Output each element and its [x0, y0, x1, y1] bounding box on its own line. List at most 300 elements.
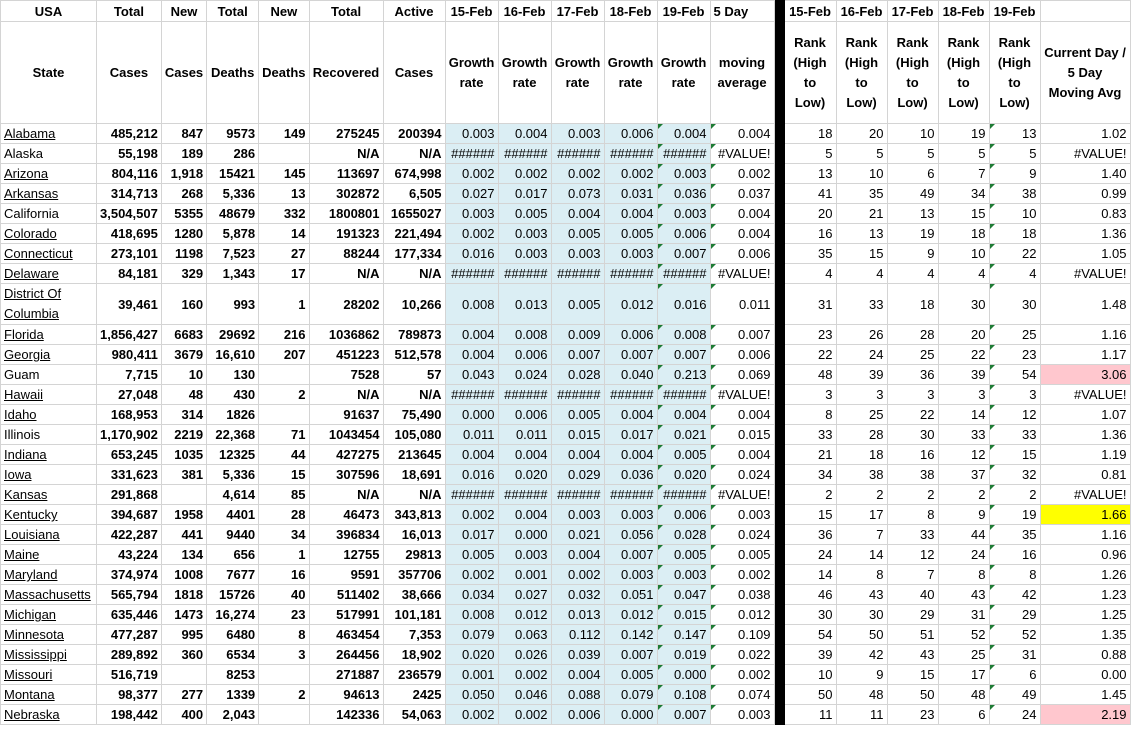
rank-cell[interactable]: 50 [836, 625, 887, 645]
new-cases-cell[interactable]: 360 [161, 645, 206, 665]
growth-rate-cell[interactable]: 0.002 [445, 705, 498, 725]
rank-cell[interactable]: 48 [784, 365, 836, 385]
rank-cell[interactable]: 44 [938, 525, 989, 545]
rank-cell[interactable]: 35 [989, 525, 1040, 545]
growth-rate-cell[interactable]: 0.147 [657, 625, 710, 645]
total-deaths-cell[interactable]: 7677 [207, 565, 259, 585]
moving-average-cell[interactable]: 0.003 [710, 505, 774, 525]
moving-average-cell[interactable]: 0.038 [710, 585, 774, 605]
recovered-cell[interactable]: N/A [309, 385, 383, 405]
growth-rate-cell[interactable]: 0.032 [551, 585, 604, 605]
state-link[interactable]: Maryland [4, 567, 58, 582]
state-link[interactable]: Arkansas [4, 186, 59, 201]
growth-rate-cell[interactable]: 0.002 [445, 565, 498, 585]
header-cell[interactable]: Growth rate [445, 22, 498, 124]
growth-rate-cell[interactable]: 0.043 [445, 365, 498, 385]
state-cell[interactable] [1, 264, 97, 284]
state-link[interactable]: Montana [4, 687, 55, 702]
rank-cell[interactable]: 6 [989, 665, 1040, 685]
growth-rate-cell[interactable]: ###### [445, 385, 498, 405]
growth-rate-cell[interactable]: 0.007 [657, 705, 710, 725]
new-cases-cell[interactable]: 2219 [161, 425, 206, 445]
rank-cell[interactable]: 23 [784, 325, 836, 345]
recovered-cell[interactable]: 28202 [309, 284, 383, 325]
growth-rate-cell[interactable]: 0.003 [657, 204, 710, 224]
growth-rate-cell[interactable]: 0.002 [445, 505, 498, 525]
recovered-cell[interactable]: 9591 [309, 565, 383, 585]
rank-cell[interactable]: 4 [938, 264, 989, 284]
rank-cell[interactable]: 15 [938, 204, 989, 224]
rank-cell[interactable]: 5 [836, 144, 887, 164]
active-cases-cell[interactable]: 343,813 [383, 505, 445, 525]
rank-cell[interactable]: 15 [784, 505, 836, 525]
ratio-cell[interactable]: 1.17 [1040, 345, 1130, 365]
state-cell[interactable] [1, 665, 97, 685]
moving-average-cell[interactable]: #VALUE! [710, 264, 774, 284]
growth-rate-cell[interactable]: 0.003 [498, 224, 551, 244]
moving-average-cell[interactable]: 0.024 [710, 525, 774, 545]
moving-average-cell[interactable]: 0.006 [710, 244, 774, 264]
ratio-cell[interactable]: 1.02 [1040, 124, 1130, 144]
state-link[interactable]: Alabama [4, 126, 56, 141]
new-deaths-cell[interactable]: 71 [259, 425, 309, 445]
rank-cell[interactable]: 11 [784, 705, 836, 725]
growth-rate-cell[interactable]: 0.003 [445, 124, 498, 144]
recovered-cell[interactable]: 463454 [309, 625, 383, 645]
state-link[interactable]: Kansas [4, 487, 48, 502]
new-cases-cell[interactable] [161, 485, 206, 505]
rank-cell[interactable]: 39 [836, 365, 887, 385]
rank-cell[interactable]: 3 [784, 385, 836, 405]
growth-rate-cell[interactable]: 0.006 [657, 224, 710, 244]
state-cell[interactable] [1, 325, 97, 345]
ratio-cell[interactable]: 1.07 [1040, 405, 1130, 425]
total-cases-cell[interactable]: 314,713 [97, 184, 162, 204]
rank-cell[interactable]: 10 [784, 665, 836, 685]
growth-rate-cell[interactable]: 0.006 [551, 705, 604, 725]
moving-average-cell[interactable]: 0.006 [710, 345, 774, 365]
rank-cell[interactable]: 8 [836, 565, 887, 585]
growth-rate-cell[interactable]: 0.011 [445, 425, 498, 445]
rank-cell[interactable]: 13 [836, 224, 887, 244]
header-cell[interactable]: 19-Feb [989, 1, 1040, 22]
rank-cell[interactable]: 25 [836, 405, 887, 425]
rank-cell[interactable]: 16 [989, 545, 1040, 565]
rank-cell[interactable]: 50 [784, 685, 836, 705]
recovered-cell[interactable]: 275245 [309, 124, 383, 144]
growth-rate-cell[interactable]: 0.004 [551, 445, 604, 465]
state-cell[interactable] [1, 525, 97, 545]
new-cases-cell[interactable]: 1818 [161, 585, 206, 605]
state-link[interactable]: Delaware [4, 266, 59, 281]
rank-cell[interactable]: 31 [784, 284, 836, 325]
growth-rate-cell[interactable]: 0.002 [551, 164, 604, 184]
new-cases-cell[interactable]: 5355 [161, 204, 206, 224]
recovered-cell[interactable]: 1043454 [309, 425, 383, 445]
rank-cell[interactable]: 18 [836, 445, 887, 465]
growth-rate-cell[interactable]: 0.008 [445, 605, 498, 625]
rank-cell[interactable]: 13 [887, 204, 938, 224]
rank-cell[interactable]: 10 [887, 124, 938, 144]
ratio-cell[interactable]: 1.66 [1040, 505, 1130, 525]
rank-cell[interactable]: 2 [989, 485, 1040, 505]
new-cases-cell[interactable]: 10 [161, 365, 206, 385]
state-cell[interactable] [1, 645, 97, 665]
recovered-cell[interactable]: 191323 [309, 224, 383, 244]
header-cell[interactable]: 16-Feb [836, 1, 887, 22]
total-cases-cell[interactable]: 804,116 [97, 164, 162, 184]
state-cell[interactable] [1, 224, 97, 244]
new-deaths-cell[interactable]: 3 [259, 645, 309, 665]
growth-rate-cell[interactable]: 0.016 [445, 244, 498, 264]
rank-cell[interactable]: 38 [989, 184, 1040, 204]
header-cell[interactable]: Cases [97, 22, 162, 124]
ratio-cell[interactable]: 1.35 [1040, 625, 1130, 645]
rank-cell[interactable]: 30 [784, 605, 836, 625]
total-deaths-cell[interactable]: 16,610 [207, 345, 259, 365]
total-deaths-cell[interactable]: 5,336 [207, 184, 259, 204]
recovered-cell[interactable]: 396834 [309, 525, 383, 545]
rank-cell[interactable]: 30 [887, 425, 938, 445]
state-link[interactable]: Florida [4, 327, 44, 342]
moving-average-cell[interactable]: 0.002 [710, 164, 774, 184]
rank-cell[interactable]: 20 [938, 325, 989, 345]
growth-rate-cell[interactable]: 0.003 [657, 565, 710, 585]
growth-rate-cell[interactable]: ###### [604, 264, 657, 284]
rank-cell[interactable]: 29 [989, 605, 1040, 625]
moving-average-cell[interactable]: 0.109 [710, 625, 774, 645]
rank-cell[interactable]: 8 [784, 405, 836, 425]
total-deaths-cell[interactable]: 5,878 [207, 224, 259, 244]
rank-cell[interactable]: 39 [784, 645, 836, 665]
header-cell[interactable]: New [259, 1, 309, 22]
rank-cell[interactable]: 17 [836, 505, 887, 525]
growth-rate-cell[interactable]: 0.079 [604, 685, 657, 705]
new-deaths-cell[interactable] [259, 144, 309, 164]
total-cases-cell[interactable]: 422,287 [97, 525, 162, 545]
growth-rate-cell[interactable]: 0.112 [551, 625, 604, 645]
growth-rate-cell[interactable]: 0.028 [657, 525, 710, 545]
header-cell[interactable]: Total [309, 1, 383, 22]
growth-rate-cell[interactable]: 0.003 [445, 204, 498, 224]
new-deaths-cell[interactable]: 149 [259, 124, 309, 144]
header-cell[interactable]: 15-Feb [445, 1, 498, 22]
rank-cell[interactable]: 19 [887, 224, 938, 244]
growth-rate-cell[interactable]: 0.005 [657, 545, 710, 565]
header-cell[interactable]: Active [383, 1, 445, 22]
total-deaths-cell[interactable]: 1826 [207, 405, 259, 425]
new-cases-cell[interactable]: 441 [161, 525, 206, 545]
header-cell[interactable]: Growth rate [657, 22, 710, 124]
total-deaths-cell[interactable]: 130 [207, 365, 259, 385]
state-link[interactable]: Missouri [4, 667, 53, 682]
growth-rate-cell[interactable]: 0.051 [604, 585, 657, 605]
active-cases-cell[interactable]: N/A [383, 385, 445, 405]
rank-cell[interactable]: 41 [784, 184, 836, 204]
rank-cell[interactable]: 21 [836, 204, 887, 224]
header-cell[interactable]: Rank (High to Low) [887, 22, 938, 124]
rank-cell[interactable]: 7 [938, 164, 989, 184]
growth-rate-cell[interactable]: 0.006 [498, 405, 551, 425]
rank-cell[interactable]: 22 [784, 345, 836, 365]
growth-rate-cell[interactable]: 0.039 [551, 645, 604, 665]
new-deaths-cell[interactable]: 1 [259, 545, 309, 565]
header-cell[interactable]: Total [97, 1, 162, 22]
growth-rate-cell[interactable]: 0.016 [445, 465, 498, 485]
rank-cell[interactable]: 24 [784, 545, 836, 565]
recovered-cell[interactable]: 46473 [309, 505, 383, 525]
moving-average-cell[interactable]: #VALUE! [710, 485, 774, 505]
recovered-cell[interactable]: 517991 [309, 605, 383, 625]
growth-rate-cell[interactable]: 0.005 [551, 405, 604, 425]
rank-cell[interactable]: 52 [938, 625, 989, 645]
active-cases-cell[interactable]: 1655027 [383, 204, 445, 224]
new-cases-cell[interactable]: 400 [161, 705, 206, 725]
rank-cell[interactable]: 25 [938, 645, 989, 665]
rank-cell[interactable]: 22 [887, 405, 938, 425]
growth-rate-cell[interactable]: 0.024 [498, 365, 551, 385]
growth-rate-cell[interactable]: 0.004 [551, 665, 604, 685]
recovered-cell[interactable]: 427275 [309, 445, 383, 465]
new-cases-cell[interactable]: 1035 [161, 445, 206, 465]
header-cell[interactable]: New [161, 1, 206, 22]
total-cases-cell[interactable]: 1,856,427 [97, 325, 162, 345]
new-deaths-cell[interactable]: 14 [259, 224, 309, 244]
moving-average-cell[interactable]: 0.069 [710, 365, 774, 385]
rank-cell[interactable]: 8 [938, 565, 989, 585]
ratio-cell[interactable]: #VALUE! [1040, 385, 1130, 405]
new-deaths-cell[interactable]: 34 [259, 525, 309, 545]
total-cases-cell[interactable]: 7,715 [97, 365, 162, 385]
growth-rate-cell[interactable]: 0.016 [657, 284, 710, 325]
growth-rate-cell[interactable]: 0.000 [498, 525, 551, 545]
rank-cell[interactable]: 25 [887, 345, 938, 365]
growth-rate-cell[interactable]: 0.017 [498, 184, 551, 204]
growth-rate-cell[interactable]: 0.004 [604, 405, 657, 425]
ratio-cell[interactable]: #VALUE! [1040, 144, 1130, 164]
growth-rate-cell[interactable]: 0.027 [445, 184, 498, 204]
state-cell[interactable] [1, 565, 97, 585]
new-cases-cell[interactable]: 134 [161, 545, 206, 565]
growth-rate-cell[interactable]: 0.056 [604, 525, 657, 545]
rank-cell[interactable]: 38 [836, 465, 887, 485]
rank-cell[interactable]: 16 [784, 224, 836, 244]
state-link[interactable]: Connecticut [4, 246, 73, 261]
rank-cell[interactable]: 26 [836, 325, 887, 345]
growth-rate-cell[interactable]: 0.001 [498, 565, 551, 585]
moving-average-cell[interactable]: 0.004 [710, 445, 774, 465]
growth-rate-cell[interactable]: 0.009 [551, 325, 604, 345]
new-cases-cell[interactable]: 277 [161, 685, 206, 705]
growth-rate-cell[interactable]: ###### [445, 485, 498, 505]
total-deaths-cell[interactable]: 430 [207, 385, 259, 405]
rank-cell[interactable]: 33 [989, 425, 1040, 445]
state-link[interactable]: Arizona [4, 166, 49, 181]
growth-rate-cell[interactable]: 0.003 [657, 164, 710, 184]
new-deaths-cell[interactable]: 44 [259, 445, 309, 465]
new-deaths-cell[interactable]: 2 [259, 385, 309, 405]
growth-rate-cell[interactable]: 0.007 [657, 244, 710, 264]
moving-average-cell[interactable]: 0.004 [710, 124, 774, 144]
recovered-cell[interactable]: 91637 [309, 405, 383, 425]
rank-cell[interactable]: 2 [784, 485, 836, 505]
total-cases-cell[interactable]: 565,794 [97, 585, 162, 605]
rank-cell[interactable]: 28 [887, 325, 938, 345]
header-cell[interactable]: 17-Feb [551, 1, 604, 22]
growth-rate-cell[interactable]: 0.004 [604, 204, 657, 224]
rank-cell[interactable]: 33 [836, 284, 887, 325]
rank-cell[interactable]: 15 [887, 665, 938, 685]
growth-rate-cell[interactable]: 0.002 [445, 224, 498, 244]
state-link[interactable]: Georgia [4, 347, 51, 362]
new-cases-cell[interactable]: 995 [161, 625, 206, 645]
rank-cell[interactable]: 24 [938, 545, 989, 565]
growth-rate-cell[interactable]: 0.004 [445, 325, 498, 345]
state-link[interactable]: Colorado [4, 226, 57, 241]
rank-cell[interactable]: 17 [938, 665, 989, 685]
total-deaths-cell[interactable]: 6480 [207, 625, 259, 645]
header-cell[interactable]: 18-Feb [938, 1, 989, 22]
recovered-cell[interactable]: 271887 [309, 665, 383, 685]
new-deaths-cell[interactable] [259, 665, 309, 685]
growth-rate-cell[interactable]: ###### [657, 485, 710, 505]
total-deaths-cell[interactable]: 16,274 [207, 605, 259, 625]
growth-rate-cell[interactable]: 0.003 [551, 244, 604, 264]
growth-rate-cell[interactable]: ###### [498, 144, 551, 164]
new-cases-cell[interactable]: 1473 [161, 605, 206, 625]
ratio-cell[interactable]: 1.16 [1040, 525, 1130, 545]
rank-cell[interactable]: 3 [938, 385, 989, 405]
rank-cell[interactable]: 10 [836, 164, 887, 184]
total-deaths-cell[interactable]: 15726 [207, 585, 259, 605]
new-deaths-cell[interactable]: 216 [259, 325, 309, 345]
state-link[interactable]: Minnesota [4, 627, 64, 642]
growth-rate-cell[interactable]: 0.034 [445, 585, 498, 605]
state-cell[interactable] [1, 124, 97, 144]
rank-cell[interactable]: 20 [784, 204, 836, 224]
rank-cell[interactable]: 2 [836, 485, 887, 505]
rank-cell[interactable]: 14 [784, 565, 836, 585]
ratio-cell[interactable]: 0.81 [1040, 465, 1130, 485]
ratio-cell[interactable]: #VALUE! [1040, 264, 1130, 284]
active-cases-cell[interactable]: N/A [383, 144, 445, 164]
new-deaths-cell[interactable] [259, 365, 309, 385]
new-cases-cell[interactable]: 3679 [161, 345, 206, 365]
rank-cell[interactable]: 7 [836, 525, 887, 545]
rank-cell[interactable]: 22 [938, 345, 989, 365]
rank-cell[interactable]: 15 [836, 244, 887, 264]
rank-cell[interactable]: 30 [938, 284, 989, 325]
new-deaths-cell[interactable]: 13 [259, 184, 309, 204]
growth-rate-cell[interactable]: 0.012 [604, 605, 657, 625]
growth-rate-cell[interactable]: 0.005 [604, 224, 657, 244]
new-deaths-cell[interactable]: 8 [259, 625, 309, 645]
rank-cell[interactable]: 13 [989, 124, 1040, 144]
growth-rate-cell[interactable]: 0.000 [604, 705, 657, 725]
total-deaths-cell[interactable]: 2,043 [207, 705, 259, 725]
moving-average-cell[interactable]: 0.002 [710, 565, 774, 585]
new-deaths-cell[interactable]: 85 [259, 485, 309, 505]
rank-cell[interactable]: 9 [887, 244, 938, 264]
growth-rate-cell[interactable]: 0.006 [604, 325, 657, 345]
total-cases-cell[interactable]: 43,224 [97, 545, 162, 565]
recovered-cell[interactable]: 1036862 [309, 325, 383, 345]
state-cell[interactable] [1, 365, 97, 385]
active-cases-cell[interactable]: 221,494 [383, 224, 445, 244]
new-cases-cell[interactable]: 48 [161, 385, 206, 405]
growth-rate-cell[interactable]: 0.002 [498, 705, 551, 725]
growth-rate-cell[interactable]: 0.000 [657, 665, 710, 685]
total-deaths-cell[interactable]: 656 [207, 545, 259, 565]
active-cases-cell[interactable]: 674,998 [383, 164, 445, 184]
rank-cell[interactable]: 6 [887, 164, 938, 184]
total-cases-cell[interactable]: 374,974 [97, 565, 162, 585]
rank-cell[interactable]: 25 [989, 325, 1040, 345]
rank-cell[interactable]: 36 [784, 525, 836, 545]
header-cell[interactable]: Deaths [259, 22, 309, 124]
rank-cell[interactable]: 34 [784, 465, 836, 485]
header-cell[interactable]: Rank (High to Low) [784, 22, 836, 124]
rank-cell[interactable]: 12 [989, 405, 1040, 425]
active-cases-cell[interactable]: 16,013 [383, 525, 445, 545]
total-deaths-cell[interactable]: 5,336 [207, 465, 259, 485]
header-cell[interactable]: Rank (High to Low) [989, 22, 1040, 124]
rank-cell[interactable]: 42 [836, 645, 887, 665]
growth-rate-cell[interactable]: 0.005 [604, 665, 657, 685]
growth-rate-cell[interactable]: 0.063 [498, 625, 551, 645]
header-cell[interactable]: State [1, 22, 97, 124]
growth-rate-cell[interactable]: 0.019 [657, 645, 710, 665]
state-cell[interactable] [1, 385, 97, 405]
total-cases-cell[interactable]: 418,695 [97, 224, 162, 244]
total-deaths-cell[interactable]: 12325 [207, 445, 259, 465]
new-deaths-cell[interactable]: 145 [259, 164, 309, 184]
state-link[interactable]: Indiana [4, 447, 47, 462]
new-deaths-cell[interactable]: 17 [259, 264, 309, 284]
growth-rate-cell[interactable]: 0.005 [498, 204, 551, 224]
total-cases-cell[interactable]: 477,287 [97, 625, 162, 645]
total-deaths-cell[interactable]: 1339 [207, 685, 259, 705]
rank-cell[interactable]: 3 [887, 385, 938, 405]
active-cases-cell[interactable]: 38,666 [383, 585, 445, 605]
rank-cell[interactable]: 33 [938, 425, 989, 445]
active-cases-cell[interactable]: 105,080 [383, 425, 445, 445]
rank-cell[interactable]: 3 [989, 385, 1040, 405]
rank-cell[interactable]: 30 [836, 605, 887, 625]
rank-cell[interactable]: 2 [887, 485, 938, 505]
rank-cell[interactable]: 4 [887, 264, 938, 284]
new-cases-cell[interactable]: 1958 [161, 505, 206, 525]
ratio-cell[interactable]: 0.00 [1040, 665, 1130, 685]
state-cell[interactable] [1, 545, 97, 565]
rank-cell[interactable]: 19 [938, 124, 989, 144]
state-cell[interactable] [1, 465, 97, 485]
moving-average-cell[interactable]: 0.004 [710, 405, 774, 425]
rank-cell[interactable]: 12 [887, 545, 938, 565]
total-cases-cell[interactable]: 27,048 [97, 385, 162, 405]
active-cases-cell[interactable]: 357706 [383, 565, 445, 585]
growth-rate-cell[interactable]: 0.028 [551, 365, 604, 385]
growth-rate-cell[interactable]: 0.108 [657, 685, 710, 705]
growth-rate-cell[interactable]: 0.003 [604, 244, 657, 264]
growth-rate-cell[interactable]: 0.015 [551, 425, 604, 445]
growth-rate-cell[interactable]: 0.007 [551, 345, 604, 365]
growth-rate-cell[interactable]: 0.005 [551, 284, 604, 325]
total-cases-cell[interactable]: 168,953 [97, 405, 162, 425]
state-cell[interactable] [1, 284, 97, 325]
growth-rate-cell[interactable]: 0.011 [498, 425, 551, 445]
growth-rate-cell[interactable]: 0.007 [657, 345, 710, 365]
